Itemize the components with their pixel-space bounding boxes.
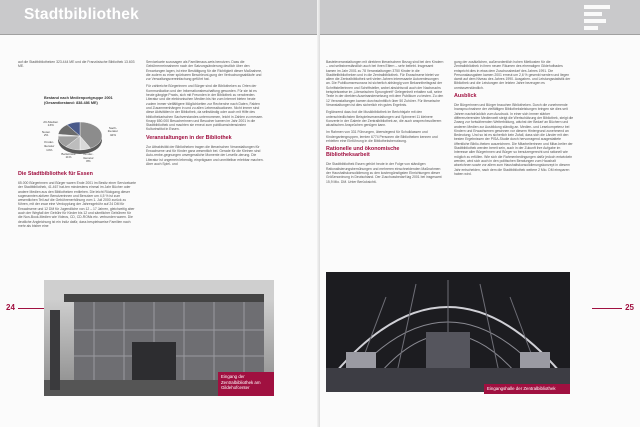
section-heading-essen: Die Stadtbibliothek für Essen <box>18 171 93 177</box>
page-number-rule-right <box>592 308 622 309</box>
right-column1-text-3: Im Rahmen von 331 Führungen, überwiegend für Schulklassen und Kindergartengruppen, lernten 6774 Personen die Bibliotheken kennen und erhielten eine Einführung in die Bibliotheksbenutzung. <box>326 130 438 144</box>
right-column-1 <box>326 60 444 187</box>
intro-text: auf die Stadtbibliotheken 323.444 ME und die Französische Bibliothek 13.603 ME. <box>18 60 135 69</box>
section-text-rational: Die Stadtbibliothek Essen gehört heute in der Folge von ständigen Rationalisierungsbemühungen und mehreren einschneidenden Maßnahmen der Haushaltskonsolidierung zu den kostengünstigsten Einrichtungen dieser Größenordnung in Deutschland. Der Zuschussbedarf lag 2001 bei insgesamt 15,9 Mio. DM. Unter Berücksichti- <box>326 162 442 184</box>
header-rule <box>0 34 320 35</box>
section-heading-rational: Rationelle und ökonomische Bibliotheksarbeit <box>326 146 400 159</box>
column2-text-2: Für zahlreiche Bürgerinnen und Bürger sind die Bibliotheken zu Orten der Kommunikation und der Informationsbeschaffung geworden. Für sie ist es heute gängige Praxis, sich mit Freunden in der Bibliothek zu verabreden. Literatur und die elektronischen Medien bis hin zum Internet bieten heute zudem immer vielfältigere Möglichkeiten zur Recherche nach Daten, Fakten und Zusammenhängen in und zu allen Lebenssituationen. Nicht immer sind diese Aktivitäten in der Bibliothek, da selbständig oder auch mit Hilfe des bibliothekarischen Sachverstandes unternommen, leicht in Zahlen zu messen. Knapp 650.000 Besucherinnen und Besucher kamen im Jahr 2001 in die Stadtbibliothek und machten sie erneut zum publikumsintensivsten Kulturinstitut in Essen. <box>146 84 264 132</box>
photo-caption-right: Eingangshalle der Zentralbibliothek <box>484 384 570 394</box>
header-band <box>0 0 320 34</box>
right-column2-text-1: gung der zusätzlichen, außerordentlich hohen Mietkosten für die Zentralbibliothek in ihren neuen Räumen des ehemaligen Gildehofbades entspricht dies in etwa dem Zuschussbedarf des Jahres 1991. Die Personalausgaben kamen 2001 erneut um 2,6 % gesenkt werden und liegen damit auf dem Niveau des Jahres 1990. Ausgaben- und Leistungsstatistik der Bibliothek und die Leistungen der letzten Jahre bezeugen es unmissverständlich. <box>454 60 571 90</box>
logo-icon <box>584 3 610 31</box>
right-column1-text-2: Erglänzend dazu bot die Musikbibliothek im Berichtsjahr mit den unterschiedlichsten Beispielsveranstaltungen und Spinnerei 11 kleinere Konzerte in der Galerie der Zentralbibliothek an, die auch ansprechsvollerem akustischen Ansprüchen genügen kann. <box>326 110 442 128</box>
photo-caption-left: Eingang der Zentralbibliothek am Gildehofcenter <box>218 372 274 396</box>
section-heading-ausblick: Ausblick <box>454 93 477 100</box>
pie-slice-label: Kinder- literatur 14% <box>44 140 55 152</box>
library-hall-photo <box>326 272 570 392</box>
column2-text-1: Servicekarte sozusagen als Familienaus-weis benutzen. Dass die Gebührenreinnahmen nach der Satzungsänderung deutlich über den Erwartungen lagen, ist eine Bestätigung für die Richtigkeit dieser Maßnahme, die zudem zu einer spürbaren Beschleuni-gung der Verbuchungsabläufe und zur Verwaltungsvereinfachung geführt hat. <box>146 60 263 82</box>
right-column1-text-1: Basteleveranstaltungen mit direktem literarischem Bezug sind bei den Kindern – und selbstverständlich auch bei ihren Eltern – sehr beliebt. Insgesamt kamen im Jahr 2001 zu 78 Veranstaltungen 3750 Kinder in die Stadtteilbibliotheken und in die Zentralbibliothek. Für Erwachsene bietet vor allem die Zentralbibliothek seit vielen Jahren interessante Autorenlesungen an. Die Publikumsresonanz ist sicherlich abhängig vom Bekanntheitsgrad der Schriftstellerinnen und Schriftsteller, wobei absichtsvoll auch der Nachwuchs beispielsweise im „Literarischen Sprungbrett“ Gelegenheit erhalten soll, seine Texte in der direkten Auseinandersetzung mit dem Publikum zu testen. Zu den 12 Veranstaltungen kamen durchschnittlich über 50 Zuhörer. Für literarische Veranstaltungen ist dies sicherlich ein gutes Ergebnis. <box>326 60 444 107</box>
chart-title: Bestand nach Medienportgruppe 2001 (Gesamtbestand: 838.486 ME) <box>44 96 113 105</box>
page-number-right: 25 <box>625 303 634 312</box>
pie-slice-label: Belletristik 11% <box>61 151 76 160</box>
pie-slice-label: Noten 2% <box>41 129 51 138</box>
pie-slice-label: Sach- literatur 42% <box>107 125 119 137</box>
hall-illustration <box>326 272 570 392</box>
page-number-left: 24 <box>6 303 15 312</box>
left-column-2 <box>146 60 264 169</box>
right-page <box>320 0 640 427</box>
section-text-events: Zur Attraktivität der Bibliotheken tragen die literarischen Veranstaltungen für Erwachsene und für Kinder ganz wesentlich bei. Gerade für die Kleinen sind Auto-renbe-gegnungen unvergessliche Momente der Leseför-derung. Die Literatur ist ungemein lebendig, einprägsam und unmittelbar erlebbar machen. Aber auch Spiel- und <box>146 144 264 166</box>
section-text-essen: 65.000 Bürgerinnen und Bürger waren Ende 2001 im Besitz einer Servicekarte der Stadtbibliothek, 41.467 hat-ten mindestens einmal im Jahr Bücher oder andere Medien aus den Bibliotheken entliehen. Die leicht Rückgang dieser sogenannten aktiven Benutzerinnen und Benutzer um 4,5 % ist zum wesentlichen Teil auf die Gebührenerhöhung vom 1. Juli 2000 zurück zu führen, mit der zwar eine Verdopplung der Jahresgebühr auf 24 DM für Erwachsene und 12 DM für Jugendliche von 12 – 17 Jahren, gleichzeitig aber auch der Wegfall der Gebühr für Kinder bis 12 und sämtlicher Gebühren für die Non-Book-Medien wie Videos, CD, CD-ROMs etc. verbunden waren. Die deutliche Angleichung ist ein Indiz dafür, dass bespielsweise Familien nach mehr als bisher eine <box>18 181 136 228</box>
pie-slice-label: AV-Medien 13% <box>43 119 59 128</box>
left-column-1-lower <box>18 168 136 231</box>
left-column-1 <box>18 60 136 72</box>
header-band-right <box>320 0 640 34</box>
pie-slice-label: Kinder-literatur 8% <box>83 152 94 164</box>
page-title: Stadtbibliothek <box>24 6 139 23</box>
right-column2-text-2: Die Bürgerinnen und Bürger brauchen Bibliotheken. Durch die zunehmende Inanspruchnahme der vielfältigen Bibliotheksleistungen bringen sie dies seit Jahren nachdrücklich zum Ausdruck. In einer sich immer stärker differenzierenden Medienwelt steigt die Wertschätzung der Bibliothek, steigt die Zwang zur fortwährenden Weiterbildung, wächst der Bedarf an Büchern und anderen Medien zur Ausbildung ständig an. Medien- und Lesekompetenz bei Kindern und Erwachsenen gewinnen vor diesem Hintergrund zunehmend an Bedeutung. Und so ist es sicherlich kein Zufall, dass sich die Länder mit den besten Ergebnissen der PISA-Studie durch hervorragend ausgestattete öffentliche Biblio-theken auszeichnen. Die Mitarbeiterinnen und Mitar-beiter der Stadtbibliothek werden bereit sein, auch in der Zukunft ihre Aufgabe im Interesse aller Bürgerinnen und Bürger so benutzergerecht und rationell wie möglich zu erfüllen. Wie sich die Rahmenbedingungen dafür jedoch entwickeln werden, wird sich auch in den politischen Beratungen zum Haushalt abzeichnen sowie vor allem zum Haushaltskonsolidierungskonzept in diesem Jahr entscheiden, nach dem die Stadtbibliothek weitere 2 Mio. DM einsparen haben wird. <box>454 103 574 176</box>
section-heading-events: Veranstaltungen in der Bibliothek <box>146 134 232 141</box>
right-column-2 <box>454 60 574 179</box>
header-rule-right <box>320 34 640 35</box>
